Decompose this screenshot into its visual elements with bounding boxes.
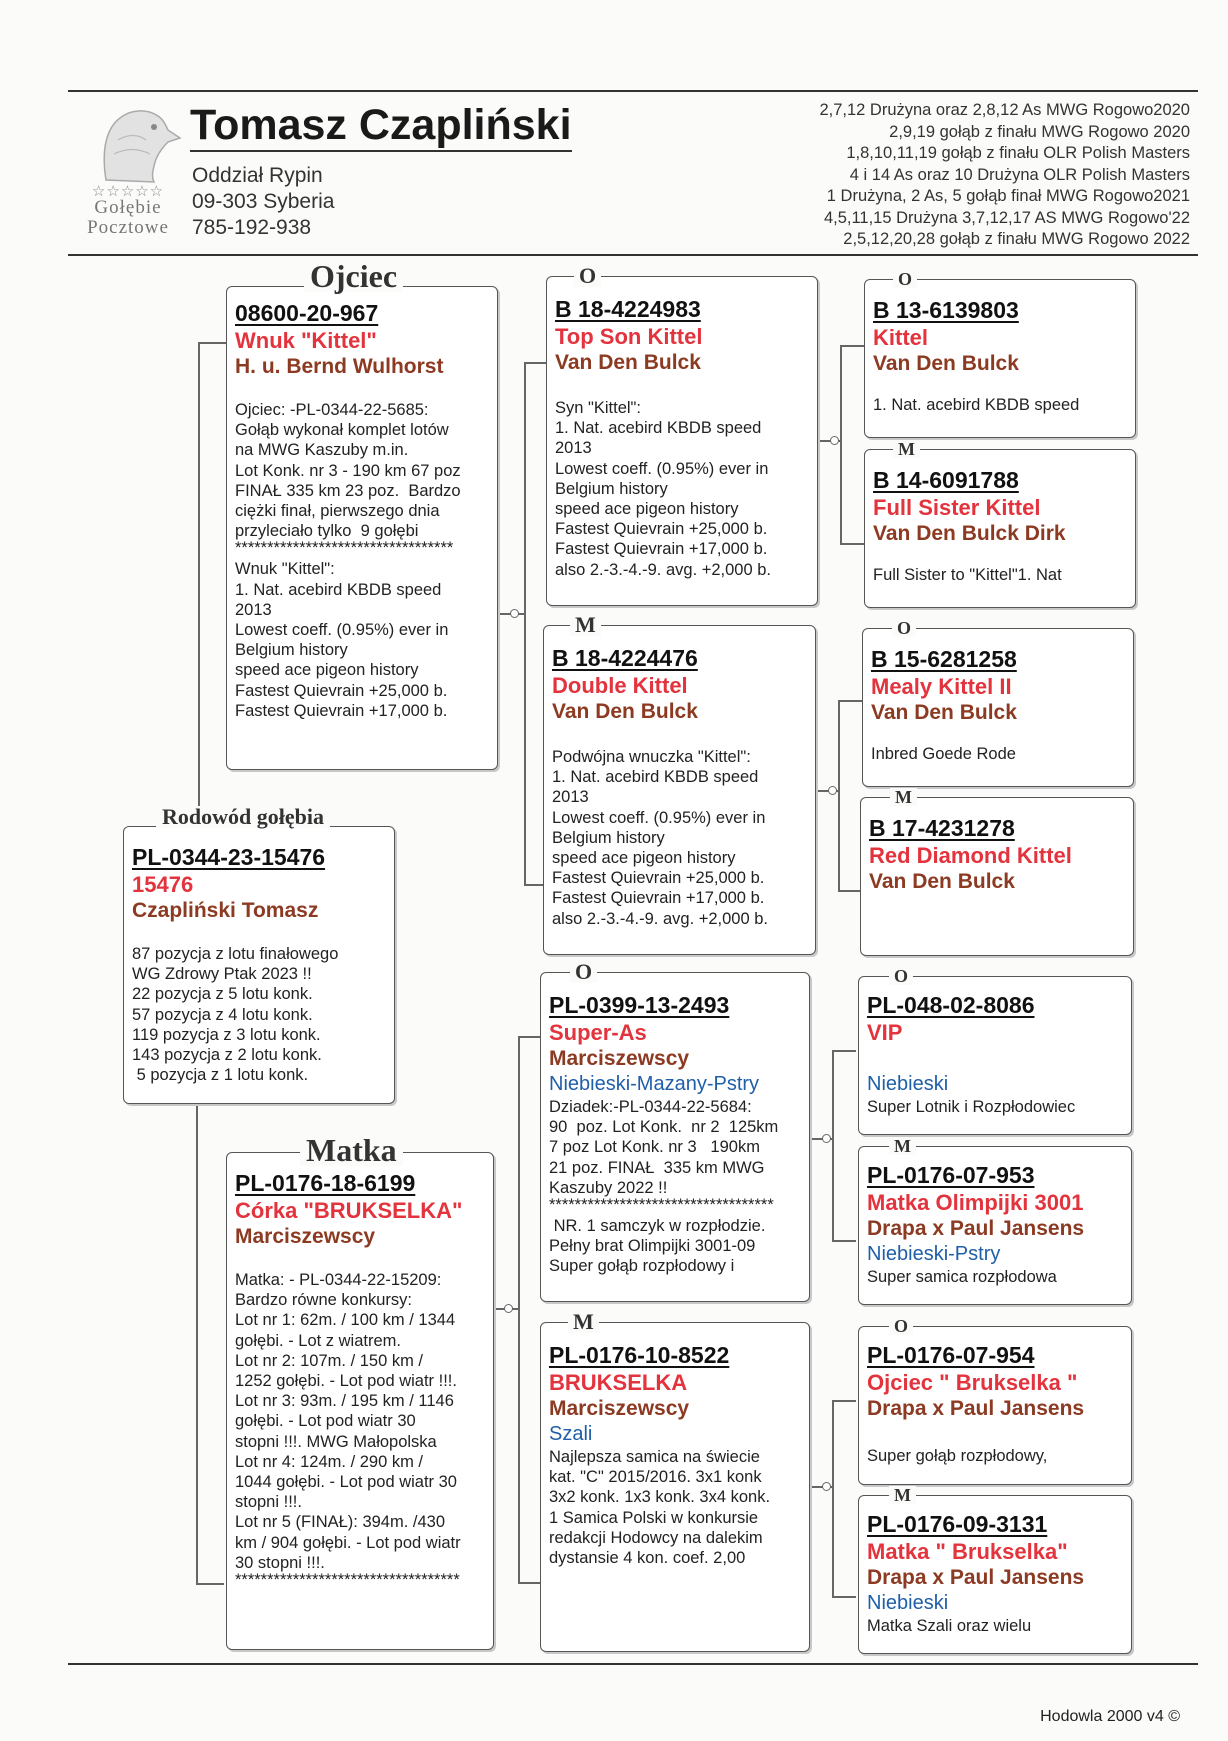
mmm-ring-number: PL-0176-09-3131	[867, 1511, 1048, 1537]
mff-color: Niebieski	[867, 1073, 949, 1095]
mm-color: Szali	[549, 1423, 593, 1445]
subject-breeder: Czapliński Tomasz	[132, 899, 319, 922]
mff-notes: Super Lotnik i Rozpłodowiec	[867, 1098, 1076, 1116]
ff-name: Top Son Kittel	[555, 324, 703, 349]
mmm-notes: Matka Szali oraz wielu	[867, 1617, 1032, 1635]
mfm-color: Niebieski-Pstry	[867, 1243, 1001, 1265]
mm-breeder: Marciszewscy	[549, 1397, 690, 1420]
connector-line	[518, 1036, 540, 1038]
father-notes-2: Wnuk "Kittel": 1. Nat. acebird KBDB speed 2013 Lowest coeff. (0.95%) ever in Belgium history speed ace pigeon history Fastest Quievrain +25,000 b. Fastest Quievrain +17,000 b.	[235, 560, 449, 720]
fff-breeder: Van Den Bulck	[873, 352, 1019, 375]
owner-phone: 785-192-938	[192, 216, 312, 239]
connector-line	[840, 345, 864, 347]
mf-breeder: Marciszewscy	[549, 1047, 690, 1070]
fmf-card[interactable]	[862, 628, 1134, 787]
owner-branch: Oddział Rypin	[192, 164, 323, 187]
mmm-card[interactable]	[858, 1495, 1132, 1654]
connector-line	[832, 1050, 856, 1052]
owner-name: Tomasz Czapliński	[190, 102, 572, 152]
mff-ring-number: PL-048-02-8086	[867, 992, 1035, 1018]
mfm-card[interactable]	[858, 1146, 1132, 1305]
logo-text-line1: Gołębie	[94, 197, 162, 218]
fff-name: Kittel	[873, 325, 928, 350]
subject-ring-number: PL-0344-23-15476	[132, 844, 326, 870]
maternal-granddam-card[interactable]	[540, 1322, 810, 1652]
mmf-ring-number: PL-0176-07-954	[867, 1342, 1035, 1368]
mfm-name: Matka Olimpijki 3001	[867, 1190, 1084, 1215]
sex-label-female: M	[889, 1137, 916, 1155]
sex-label-female: M	[568, 1311, 599, 1333]
fmf-notes: Inbred Goede Rode	[871, 745, 1016, 763]
sex-label-male: O	[889, 967, 913, 985]
sex-label-female: M	[570, 614, 601, 636]
mm-name: BRUKSELKA	[549, 1370, 688, 1395]
mother-card[interactable]	[226, 1152, 494, 1650]
logo-stars: ☆☆☆☆☆	[91, 182, 165, 200]
mother-stars: ***********************************	[235, 1573, 460, 1588]
connector-line	[832, 1596, 856, 1598]
ffm-card[interactable]	[864, 449, 1136, 608]
mmm-color: Niebieski	[867, 1592, 949, 1614]
pedigree-title: Rodowód gołębia	[156, 806, 330, 828]
achievement-item: 1 Drużyna, 2 As, 5 gołąb finał MWG Rogowo2021	[826, 187, 1190, 205]
achievement-item: 2,7,12 Drużyna oraz 2,8,12 As MWG Rogowo2020	[819, 101, 1190, 119]
connector-line	[524, 362, 546, 364]
header-top-rule	[68, 90, 1198, 92]
connector-line	[196, 1583, 224, 1585]
sex-label-female: M	[893, 440, 920, 458]
header-bottom-rule	[68, 254, 1198, 256]
mf-stars: ***********************************	[549, 1198, 774, 1213]
mfm-ring-number: PL-0176-07-953	[867, 1162, 1035, 1188]
mmf-notes: Super gołąb rozpłodowy,	[867, 1447, 1048, 1465]
owner-info	[192, 163, 334, 241]
connector-line	[840, 543, 864, 545]
fff-card[interactable]	[864, 279, 1136, 438]
fm-notes: Podwójna wnuczka "Kittel": 1. Nat. acebird KBDB speed 2013 Lowest coeff. (0.95%) ever in Belgium history speed ace pigeon history Fastest Quievrain +25,000 b. Fastest Quievrain +17,000 b. also 2.-3.-4.-9. avg. +2,000 b.	[552, 748, 769, 928]
achievement-item: 4,5,11,15 Drużyna 3,7,12,17 AS MWG Rogowo'22	[823, 208, 1190, 227]
father-name: Wnuk "Kittel"	[235, 328, 377, 353]
subject-notes: 87 pozycja z lotu finałowego WG Zdrowy Ptak 2023 !! 22 pozycja z 5 lotu konk. 57 pozycja z 4 lotu konk. 119 pozycja z 3 lotu konk. 143 pozycja z 2 lotu konk. 5 pozycja z 1 lotu konk.	[132, 945, 339, 1085]
connector-dot	[822, 1482, 831, 1491]
mf-name: Super-As	[549, 1020, 647, 1045]
fmm-card[interactable]	[860, 797, 1134, 956]
sex-label-female: M	[889, 1486, 916, 1504]
connector-dot	[830, 436, 839, 445]
fmm-ring-number: B 17-4231278	[869, 815, 1015, 841]
fmf-breeder: Van Den Bulck	[871, 701, 1017, 724]
connector-line	[198, 342, 200, 814]
mmm-breeder: Drapa x Paul Jansens	[867, 1566, 1085, 1589]
fmm-name: Red Diamond Kittel	[869, 843, 1072, 868]
connector-line	[838, 890, 862, 892]
mff-card[interactable]	[858, 976, 1132, 1135]
connector-line	[838, 700, 840, 890]
fmm-breeder: Van Den Bulck	[869, 870, 1015, 893]
mm-ring-number: PL-0176-10-8522	[549, 1342, 730, 1368]
connector-dot	[504, 1304, 513, 1313]
father-stars: **********************************	[235, 541, 454, 556]
connector-line	[838, 700, 862, 702]
paternal-granddam-card[interactable]	[543, 625, 816, 955]
mff-breeder	[867, 1046, 1125, 1072]
mf-notes-1: Dziadek:-PL-0344-22-5684: 90 poz. Lot Konk. nr 2 125km 7 poz Lot Konk. nr 3 190km 21 poz. FINAŁ 335 km MWG Kaszuby 2022 !!	[549, 1098, 779, 1197]
ffm-ring-number: B 14-6091788	[873, 467, 1019, 493]
achievement-item: 1,8,10,11,19 gołąb z finału OLR Polish Masters	[846, 144, 1190, 162]
connector-line	[832, 1240, 856, 1242]
logo	[72, 100, 184, 240]
maternal-grandsire-card[interactable]	[540, 972, 810, 1302]
achievement-item: 2,9,19 gołąb z finału MWG Rogowo 2020	[889, 122, 1190, 141]
ffm-name: Full Sister Kittel	[873, 495, 1041, 520]
ffm-notes: Full Sister to "Kittel"1. Nat	[873, 566, 1062, 584]
pigeon-head-icon	[72, 100, 184, 185]
mother-notes: Matka: - PL-0344-22-15209: Bardzo równe konkursy: Lot nr 1: 62m. / 100 km / 1344 gołębi. - Lot z wiatrem. Lot nr 2: 107m. / 150 km / 1252 gołębi. - Lot pod wiatr !!!. Lot nr 3: 93m. / 195 km / 1146 gołębi. - Lot pod wiatr 30 stopni !!!. MWG Małopolska Lot nr 4: 124m. / 290 km / 1044 gołębi. - Lot pod wiatr 30 stopni !!!. Lot nr 5 (FINAŁ): 394m. /430 km / 904 gołębi. - Lot pod wiatr 30 stopni !!!.	[235, 1271, 461, 1572]
ffm-breeder: Van Den Bulck Dirk	[873, 522, 1066, 545]
footer-rule	[68, 1663, 1198, 1665]
fm-ring-number: B 18-4224476	[552, 645, 698, 671]
connector-dot	[822, 1134, 831, 1143]
connector-line	[832, 1400, 834, 1596]
connector-line	[198, 342, 226, 344]
father-title: Ojciec	[304, 260, 403, 292]
connector-line	[518, 1036, 520, 1582]
connector-line	[196, 1098, 198, 1583]
owner-address: 09-303 Syberia	[192, 190, 335, 213]
ff-notes: Syn "Kittel": 1. Nat. acebird KBDB speed 2013 Lowest coeff. (0.95%) ever in Belgium history speed ace pigeon history Fastest Quievrain +25,000 b. Fastest Quievrain +17,000 b. also 2.-3.-4.-9. avg. +2,000 b.	[555, 399, 772, 579]
subject-pigeon-card[interactable]	[123, 826, 395, 1104]
mmf-breeder: Drapa x Paul Jansens	[867, 1397, 1085, 1420]
mfm-breeder: Drapa x Paul Jansens	[867, 1217, 1085, 1240]
achievement-item: 2,5,12,20,28 gołąb z finału MWG Rogowo 2022	[843, 230, 1190, 248]
mmm-name: Matka " Brukselka"	[867, 1539, 1068, 1564]
father-ring-number: 08600-20-967	[235, 300, 379, 326]
mother-breeder: Marciszewscy	[235, 1225, 376, 1248]
mother-ring-number: PL-0176-18-6199	[235, 1170, 416, 1196]
sex-label-male: O	[574, 265, 601, 287]
fm-breeder: Van Den Bulck	[552, 700, 698, 723]
subject-name: 15476	[132, 872, 194, 897]
mf-color: Niebieski-Mazany-Pstry	[549, 1073, 760, 1095]
ff-ring-number: B 18-4224983	[555, 296, 701, 322]
connector-dot	[828, 786, 837, 795]
mmf-name: Ojciec " Brukselka "	[867, 1370, 1078, 1395]
paternal-grandsire-card[interactable]	[546, 276, 818, 606]
logo-text	[72, 198, 184, 238]
connector-line	[832, 1400, 856, 1402]
fff-notes: 1. Nat. acebird KBDB speed	[873, 396, 1080, 414]
father-breeder: H. u. Bernd Wulhorst	[235, 355, 444, 378]
connector-line	[524, 362, 526, 884]
sex-label-male: O	[570, 961, 597, 983]
mother-title: Matka	[300, 1134, 403, 1166]
sex-label-male: O	[889, 1317, 913, 1335]
ff-breeder: Van Den Bulck	[555, 351, 701, 374]
mf-ring-number: PL-0399-13-2493	[549, 992, 730, 1018]
mmf-card[interactable]	[858, 1326, 1132, 1485]
fmf-name: Mealy Kittel II	[871, 674, 1012, 699]
connector-line	[518, 1582, 540, 1584]
connector-line	[832, 1050, 834, 1240]
mm-notes: Najlepsza samica na świecie kat. "C" 2015/2016. 3x1 konk 3x2 konk. 1x3 konk. 3x4 konk. 1 Samica Polski w konkursie redakcji Hodowcy na dalekim dystansie 4 kon. coef. 2,00	[549, 1448, 771, 1568]
fmf-ring-number: B 15-6281258	[871, 646, 1017, 672]
mff-name: VIP	[867, 1020, 903, 1045]
father-card[interactable]	[226, 286, 498, 770]
fm-name: Double Kittel	[552, 673, 688, 698]
mf-notes-2: NR. 1 samczyk w rozpłodzie. Pełny brat Olimpijki 3001-09 Super gołąb rozpłodowy i	[549, 1217, 766, 1276]
connector-dot	[510, 609, 519, 618]
achievements-list	[819, 100, 1190, 251]
sex-label-male: O	[892, 619, 916, 637]
sex-label-female: M	[890, 788, 917, 806]
fff-ring-number: B 13-6139803	[873, 297, 1019, 323]
father-notes-1: Ojciec: -PL-0344-22-5685: Gołąb wykonał komplet lotów na MWG Kaszuby m.in. Lot Konk. nr 3 - 190 km 67 poz FINAŁ 335 km 23 poz. Bardzo ciężki finał, pierwszego dnia przyleciało tylko 9 gołębi	[235, 401, 461, 541]
connector-line	[840, 345, 842, 543]
mother-name: Córka "BRUKSELKA"	[235, 1198, 463, 1223]
footer-credit: Hodowla 2000 v4 ©	[1040, 1708, 1180, 1725]
logo-text-line2: Pocztowe	[87, 217, 169, 238]
sex-label-male: O	[893, 270, 917, 288]
mfm-notes: Super samica rozpłodowa	[867, 1268, 1057, 1286]
achievement-item: 4 i 14 As oraz 10 Drużyna OLR Polish Masters	[849, 165, 1190, 184]
